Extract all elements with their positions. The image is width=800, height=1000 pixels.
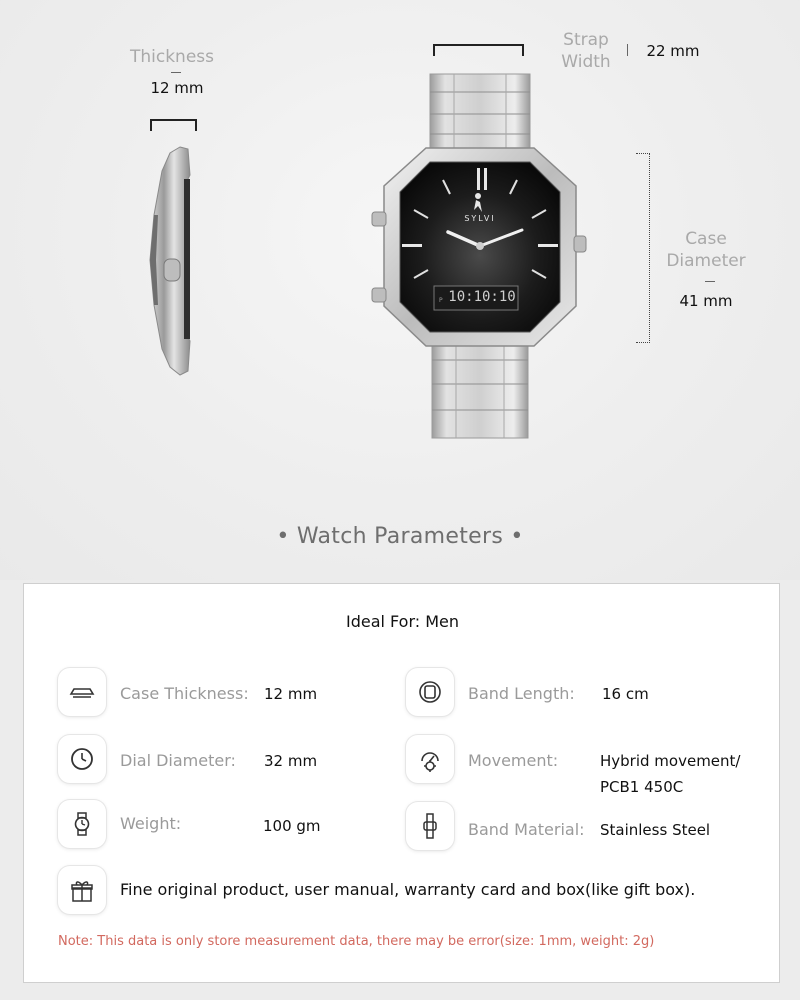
strap-icon: [406, 802, 454, 850]
movement-value-line1: Hybrid movement/: [600, 752, 741, 770]
spec-panel: [23, 583, 780, 983]
spec-dial-diameter: [58, 735, 378, 787]
case-value: 41 mm: [679, 292, 733, 310]
case-label-line1: Case: [685, 229, 727, 249]
case-label-line2: Diameter: [666, 251, 746, 271]
lcd-display: 10:10:10: [448, 289, 516, 305]
ideal-for: Ideal For: Men: [345, 612, 460, 631]
band-material-value: Stainless Steel: [600, 821, 711, 839]
section-title: • Watch Parameters •: [276, 524, 524, 549]
spec-band-material: [406, 802, 766, 854]
measurement-note: Note: This data is only store measurement data, there may be error(size: 1mm, weight: 2g): [58, 934, 655, 949]
watch-front-view: [370, 70, 590, 470]
strap-label-line2: Width: [561, 52, 611, 72]
case-thickness-value: 12 mm: [264, 685, 318, 703]
movement-value-line2: PCB1 450C: [600, 778, 684, 796]
spec-movement: [406, 735, 766, 799]
package-text: Fine original product, user manual, warranty card and box(like gift box).: [120, 880, 696, 899]
watch-side-view: [140, 135, 210, 385]
spec-weight: [58, 800, 378, 852]
case-dash: [705, 281, 715, 282]
thickness-label: Thickness: [129, 47, 215, 67]
strap-tick: [627, 44, 628, 56]
band-material-label: Band Material:: [468, 820, 585, 839]
thickness-dash: [171, 72, 181, 73]
strap-value: 22 mm: [646, 42, 700, 60]
strap-bracket: [433, 44, 524, 56]
lcd-mark: P: [439, 297, 443, 304]
strap-label-line1: Strap: [563, 30, 609, 50]
band-length-label: Band Length:: [468, 684, 575, 703]
weight-label: Weight:: [120, 814, 182, 833]
watch-case-side-icon: [58, 668, 106, 716]
dial-brand: SYLVI: [464, 214, 496, 223]
spec-band-length: [406, 668, 766, 720]
gear-movement-icon: [406, 735, 454, 783]
thickness-value: 12 mm: [150, 79, 204, 97]
spec-package: [58, 866, 758, 918]
case-thickness-label: Case Thickness:: [120, 684, 249, 703]
spec-case-thickness: [58, 668, 378, 720]
wristwatch-icon: [58, 800, 106, 848]
weight-value: 100 gm: [263, 817, 321, 835]
clock-dial-icon: [58, 735, 106, 783]
gift-box-icon: [58, 866, 106, 914]
band-length-value: 16 cm: [602, 685, 649, 703]
dial-diameter-label: Dial Diameter:: [120, 751, 236, 770]
case-diameter-bracket: [636, 153, 650, 343]
thickness-bracket: [150, 119, 197, 131]
dial-diameter-value: 32 mm: [264, 752, 318, 770]
movement-label: Movement:: [468, 751, 559, 770]
watch-band-icon: [406, 668, 454, 716]
